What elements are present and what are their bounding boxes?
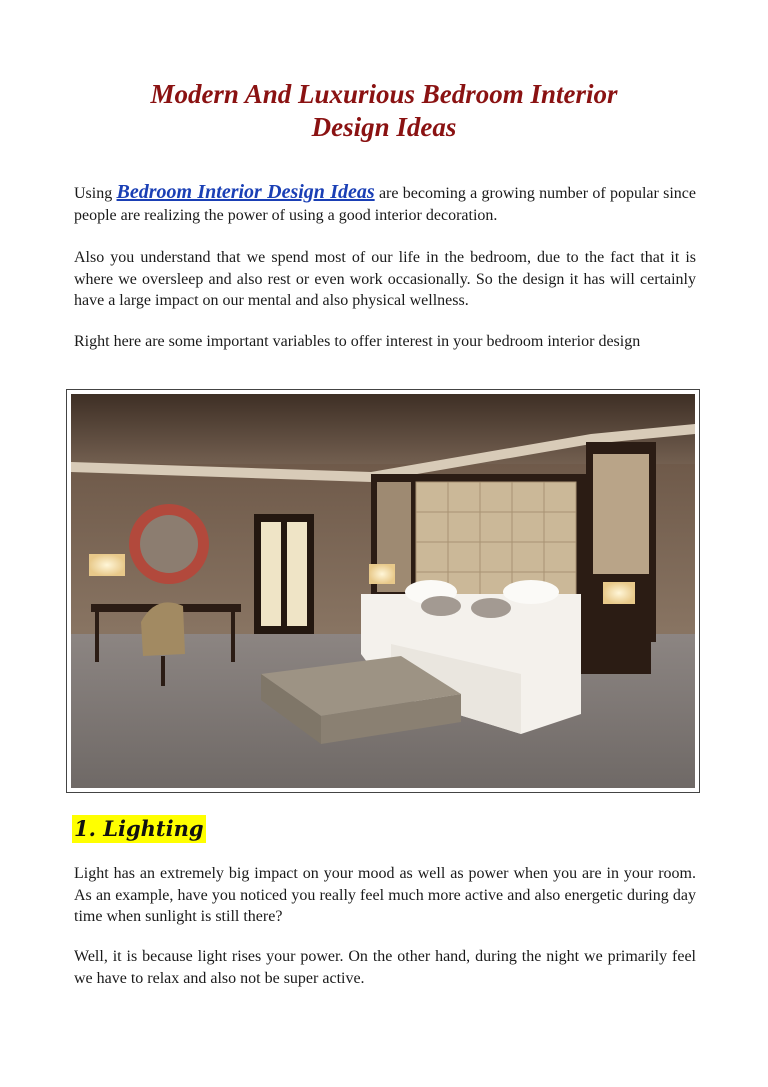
intro-prefix: Using <box>74 185 117 202</box>
intro-paragraph <box>74 182 696 226</box>
intro-suffix: are becoming a growing number of popular since people are realizing the power of using a good interior decoration. <box>74 185 696 224</box>
paragraph-2: Also you understand that we spend most of our life in the bedroom, due to the fact that it is where we oversleep and also rest or even work occasionally. So the design it has will certainly have a large impact on our mental and also physical wellness. <box>74 249 696 309</box>
title-line-2: Design Ideas <box>311 112 457 142</box>
paragraph-4: Light has an extremely big impact on your mood as well as power when you are in your room. As an example, have you noticed you really feel much more active and also energetic during day time when sunlight is still there? <box>74 865 696 925</box>
bedroom-design-link[interactable]: Bedroom Interior Design Ideas <box>116 181 375 203</box>
paragraph-3: Right here are some important variables to offer interest in your bedroom interior design <box>74 333 641 350</box>
bedroom-photo <box>66 389 700 793</box>
section-heading-lighting: 1. Lighting <box>74 816 204 841</box>
paragraph-5: Well, it is because light rises your power. On the other hand, during the night we primarily feel we have to relax and also not be super active. <box>74 948 696 987</box>
page-title <box>60 78 708 144</box>
bedroom-illustration <box>71 394 695 788</box>
title-line-1: Modern And Luxurious Bedroom Interior <box>150 79 618 109</box>
